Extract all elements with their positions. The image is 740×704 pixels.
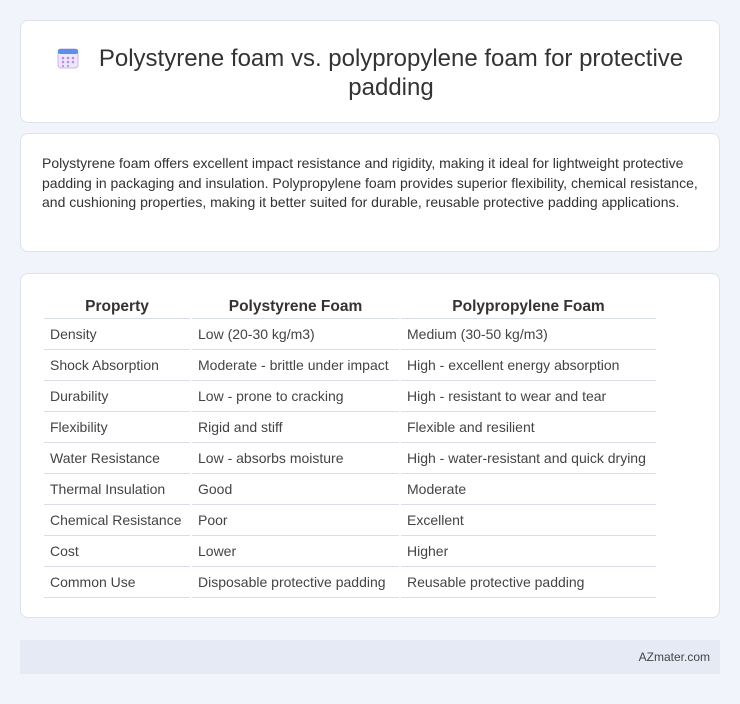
table-row <box>44 505 656 536</box>
polystyrene-cell: Disposable protective padding <box>192 567 399 598</box>
property-cell: Density <box>44 319 190 350</box>
polystyrene-cell: Low - prone to cracking <box>192 381 399 412</box>
comparison-card <box>20 273 720 618</box>
title-card <box>20 20 720 123</box>
polypropylene-cell: High - resistant to wear and tear <box>401 381 656 412</box>
header-polystyrene: Polystyrene Foam <box>192 296 399 319</box>
table-row <box>44 474 656 505</box>
polystyrene-cell: Good <box>192 474 399 505</box>
header-polypropylene: Polypropylene Foam <box>401 296 656 319</box>
polypropylene-cell: Higher <box>401 536 656 567</box>
table-row <box>44 350 656 381</box>
property-cell: Flexibility <box>44 412 190 443</box>
property-cell: Water Resistance <box>44 443 190 474</box>
title-wrap <box>21 44 721 102</box>
property-cell: Thermal Insulation <box>44 474 190 505</box>
table-row <box>44 381 656 412</box>
property-cell: Chemical Resistance <box>44 505 190 536</box>
intro-card <box>20 133 720 252</box>
polystyrene-cell: Poor <box>192 505 399 536</box>
page-title: Polystyrene foam vs. polypropylene foam for protective padding <box>98 45 684 101</box>
table-row <box>44 319 656 350</box>
polystyrene-cell: Low (20-30 kg/m3) <box>192 319 399 350</box>
polypropylene-cell: Moderate <box>401 474 656 505</box>
polystyrene-cell: Rigid and stiff <box>192 412 399 443</box>
polypropylene-cell: High - excellent energy absorption <box>401 350 656 381</box>
polystyrene-cell: Moderate - brittle under impact <box>192 350 399 381</box>
footer-site-label: AZmater.com <box>638 650 710 664</box>
comparison-table <box>42 296 658 598</box>
polystyrene-cell: Lower <box>192 536 399 567</box>
property-cell: Common Use <box>44 567 190 598</box>
polypropylene-cell: Medium (30-50 kg/m3) <box>401 319 656 350</box>
polypropylene-cell: Excellent <box>401 505 656 536</box>
table-row <box>44 412 656 443</box>
property-cell: Cost <box>44 536 190 567</box>
footer-bar <box>20 640 720 674</box>
intro-paragraph: Polystyrene foam offers excellent impact resistance and rigidity, making it ideal for lightweight protective padding in packaging and insulation. Polypropylene foam provides superior flexibility, chemical resistance, and cushioning properties, making it better suited for durable, reusable protective padding applications. <box>42 155 698 210</box>
table-header-row <box>44 296 656 319</box>
table-row <box>44 443 656 474</box>
header-property: Property <box>44 296 190 319</box>
polystyrene-cell: Low - absorbs moisture <box>192 443 399 474</box>
polypropylene-cell: Reusable protective padding <box>401 567 656 598</box>
property-cell: Shock Absorption <box>44 350 190 381</box>
property-cell: Durability <box>44 381 190 412</box>
polypropylene-cell: High - water-resistant and quick drying <box>401 443 656 474</box>
polypropylene-cell: Flexible and resilient <box>401 412 656 443</box>
table-row <box>44 567 656 598</box>
table-row <box>44 536 656 567</box>
